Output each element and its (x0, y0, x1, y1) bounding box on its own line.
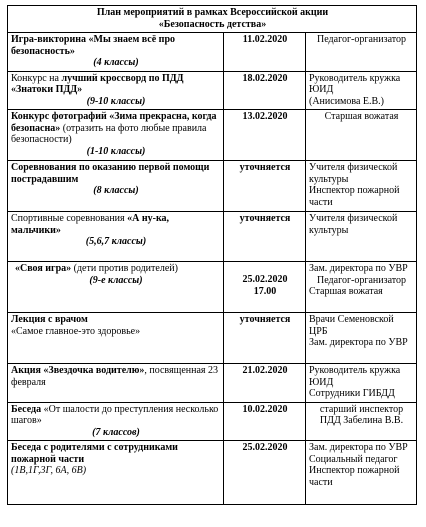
table-row (8, 402, 417, 441)
date-cell (224, 71, 306, 110)
event-date: 10.02.2020 (242, 403, 288, 415)
event-description: «От шалости до преступления несколько шагов» (11, 403, 219, 426)
event-date: 11.02.2020 (242, 34, 288, 45)
responsible-cell (306, 441, 417, 505)
responsible-line: Зам. директора по УВР (309, 263, 408, 274)
event-title: Лекция с врачом (11, 314, 88, 325)
responsible-line: (Анисимова Е.В.) (309, 95, 385, 107)
events-plan-table (7, 5, 417, 505)
responsible-cell (306, 110, 417, 161)
table-title-line2: «Безопасность детства» (158, 18, 267, 30)
responsible-cell (306, 402, 417, 441)
responsible-line: Врачи Семеновской ЦРБ (309, 314, 394, 337)
responsible-cell (306, 364, 417, 403)
responsible-line: Учителя физической культуры (309, 213, 398, 236)
event-cell (8, 441, 224, 505)
table-row (8, 212, 417, 262)
event-cell (8, 262, 224, 313)
event-participants: (7 классов) (92, 426, 140, 438)
event-description: «Самое главное-это здоровье» (11, 325, 141, 337)
responsible-line: Социальный педагог (309, 453, 398, 465)
event-cell (8, 71, 224, 110)
table-header-row (8, 6, 417, 33)
responsible-cell (306, 262, 417, 313)
event-date: уточняется (239, 162, 291, 173)
table-row (8, 262, 417, 313)
event-participants: (8 классы) (93, 185, 139, 196)
responsible-line: Руководитель кружка ЮИД (309, 72, 401, 95)
responsible-line: старший инспектор ПДД Забелина В.В. (319, 403, 404, 426)
date-cell (224, 441, 306, 505)
event-date: уточняется (239, 314, 291, 325)
event-description: (дети против родителей) (71, 263, 178, 274)
date-cell (224, 33, 306, 72)
event-cell (8, 161, 224, 212)
responsible-cell (306, 33, 417, 72)
event-description: , посвященная 23 февраля (11, 365, 218, 388)
event-participants: (1-10 классы) (86, 145, 146, 157)
event-description: (отразить на фото любые правила безопасности) (11, 122, 207, 145)
event-cell (8, 402, 224, 441)
responsible-line: Руководитель кружка ЮИД (309, 365, 401, 388)
event-title: Спортивные соревнования (11, 213, 128, 224)
event-date: уточняется (239, 213, 291, 224)
event-participants: (9-10 классы) (86, 95, 146, 107)
event-date: 18.02.2020 (242, 72, 288, 84)
date-cell (224, 262, 306, 313)
responsible-line: Педагог-организатор (317, 34, 406, 45)
event-cell (8, 313, 224, 364)
event-title-prefix: Конкурс на (11, 72, 62, 84)
event-title: Соревнования по оказанию первой помощи пострадавшим (11, 162, 210, 185)
event-participants: (1В,1Г,3Г, 6А, 6В) (11, 465, 87, 476)
responsible-line: Педагог-организатор (317, 274, 406, 286)
responsible-cell (306, 161, 417, 212)
date-cell (224, 161, 306, 212)
table-row (8, 33, 417, 72)
event-name: «А ну-ка, мальчики» (11, 213, 170, 236)
responsible-cell (306, 212, 417, 262)
date-cell (224, 110, 306, 161)
responsible-line: Инспектор пожарной части (309, 185, 400, 208)
responsible-line: Зам. директора по УВР (309, 442, 408, 453)
event-time: 17.00 (253, 285, 277, 297)
event-participants: (5,6,7 классы) (85, 236, 147, 247)
responsible-line: Учителя физической культуры (309, 162, 398, 185)
event-date: 25.02.2020 (242, 274, 288, 285)
event-date: 21.02.2020 (242, 365, 288, 376)
event-date: 25.02.2020 (242, 442, 288, 453)
responsible-cell (306, 313, 417, 364)
event-participants: (4 классы) (93, 57, 139, 68)
table-title (8, 6, 417, 33)
event-title: Акция «Звездочка водителю» (11, 365, 145, 376)
date-cell (224, 313, 306, 364)
date-cell (224, 402, 306, 441)
event-title: Игра-викторина «Мы знаем всё про безопасность» (11, 34, 175, 57)
responsible-line: Старшая вожатая (324, 111, 399, 122)
event-title: Беседа с родителями с сотрудниками пожарной части (11, 442, 178, 465)
responsible-line: Сотрудники ГИБДД (309, 388, 395, 399)
table-row (8, 313, 417, 364)
event-title: лучший кроссворд по ПДД «Знатоки ПДД» (11, 72, 184, 95)
date-cell (224, 212, 306, 262)
event-date: 13.02.2020 (242, 111, 288, 122)
responsible-cell (306, 71, 417, 110)
event-title: Беседа (11, 403, 42, 415)
responsible-line: Старшая вожатая (309, 286, 383, 297)
table-row (8, 441, 417, 505)
responsible-line: Зам. директора по УВР (309, 337, 408, 348)
responsible-line: Инспектор пожарной части (309, 465, 400, 488)
event-cell (8, 110, 224, 161)
event-cell (8, 33, 224, 72)
event-title: Конкурс фотографий «Зима прекрасна, когда безопасна» (11, 111, 217, 134)
table-row (8, 364, 417, 403)
event-title: «Своя игра» (15, 263, 72, 274)
event-cell (8, 364, 224, 403)
table-row (8, 161, 417, 212)
table-row (8, 110, 417, 161)
date-cell (224, 364, 306, 403)
table-row (8, 71, 417, 110)
event-cell (8, 212, 224, 262)
event-participants: (9-е классы) (89, 274, 143, 286)
table-title-line1: План мероприятий в рамках Всероссийской акции (96, 7, 329, 18)
